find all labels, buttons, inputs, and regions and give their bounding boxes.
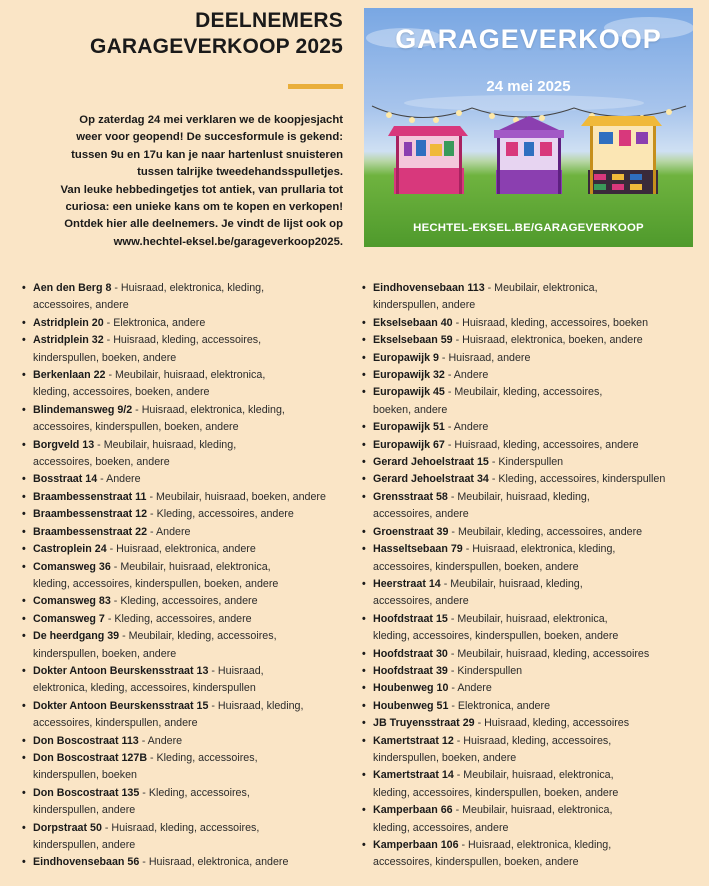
participant-item xyxy=(20,332,350,367)
participant-item xyxy=(360,384,695,419)
participant-address: Heerstraat 14 xyxy=(373,577,441,590)
participant-item xyxy=(360,489,695,524)
participant-categories: kleding, accessoires, kinderspullen, boeken, andere xyxy=(373,630,619,643)
participant-address: Braambessenstraat 11 xyxy=(33,490,147,503)
participant-separator: - xyxy=(97,473,107,486)
participant-categories: Kleding, accessoires, kinderspullen xyxy=(498,473,666,486)
participant-address: Hoofdstraat 30 xyxy=(373,647,448,660)
participant-categories: Meubilair, kleding, accessoires, xyxy=(128,630,277,643)
participant-address: Dokter Antoon Beurskensstraat 15 xyxy=(33,699,209,712)
participant-address: Gerard Jehoelstraat 15 xyxy=(373,456,489,469)
participant-categories: kleding, accessoires, andere xyxy=(373,821,509,834)
participant-categories: Meubilair, kleding, accessoires, andere xyxy=(457,525,643,538)
participant-categories: Meubilair, huisraad, kleding, xyxy=(103,438,237,451)
participant-categories: Huisraad, elektronica, kleding, xyxy=(472,543,616,556)
participant-item xyxy=(360,419,695,436)
participant-categories: Kleding, accessoires, andere xyxy=(120,595,258,608)
participant-categories: Meubilair, huisraad, elektronica, xyxy=(463,769,614,782)
participant-item xyxy=(360,802,695,837)
participant-item xyxy=(20,663,350,698)
participant-separator: - xyxy=(444,386,455,399)
participant-separator: - xyxy=(146,490,156,503)
participant-separator: - xyxy=(147,508,157,521)
participant-address: Europawijk 32 xyxy=(373,369,445,382)
intro-line: tussen talrijke tweedehandsspulletjes. xyxy=(137,166,343,179)
participant-address: Europawijk 67 xyxy=(373,438,445,451)
participant-address: Groenstraat 39 xyxy=(373,525,449,538)
participant-address: JB Truyensstraat 29 xyxy=(373,717,475,730)
participant-categories: Meubilair, huisraad, elektronica, xyxy=(120,560,271,573)
participant-separator: - xyxy=(94,438,104,451)
participant-address: Ekselsebaan 40 xyxy=(373,316,453,329)
participant-address: Castroplein 24 xyxy=(33,543,107,556)
participant-address: Kamertstraat 12 xyxy=(373,734,454,747)
participant-categories: Huisraad, elektronica, kleding, xyxy=(141,403,285,416)
participant-separator: - xyxy=(462,543,473,556)
participant-item xyxy=(20,506,350,523)
participant-categories: Huisraad, elektronica, boeken, andere xyxy=(462,334,643,347)
participant-address: Europawijk 9 xyxy=(373,351,439,364)
participant-separator: - xyxy=(139,856,149,869)
participant-item xyxy=(360,332,695,349)
participant-item xyxy=(20,854,350,871)
participant-address: Don Boscostraat 135 xyxy=(33,786,140,799)
participant-address: Europawijk 45 xyxy=(373,386,445,399)
participant-separator: - xyxy=(448,699,458,712)
participant-address: De heerdgang 39 xyxy=(33,630,120,643)
participant-item xyxy=(20,559,350,594)
participant-separator: - xyxy=(444,438,455,451)
participant-item xyxy=(20,593,350,610)
participant-categories: Huisraad, elektronica, kleding, xyxy=(468,839,612,851)
participant-address: Aen den Berg 8 xyxy=(33,282,112,294)
participant-categories: Huisraad, elektronica, andere xyxy=(148,856,289,869)
participant-categories: Kleding, accessoires, andere xyxy=(156,508,294,521)
participant-item xyxy=(20,628,350,663)
participant-address: Kamperbaan 106 xyxy=(373,839,459,851)
participant-item xyxy=(20,698,350,733)
participant-address: Borgveld 13 xyxy=(33,438,95,451)
participant-separator: - xyxy=(453,769,464,782)
participant-separator: - xyxy=(111,282,121,294)
participant-item xyxy=(20,471,350,488)
participant-categories: Andere xyxy=(457,682,492,695)
participant-categories: kleding, accessoires, kinderspullen, boeken, andere xyxy=(373,786,619,799)
participant-categories: accessoires, kinderspullen, boeken, andere xyxy=(373,856,579,869)
page-title-line-1: DEELNEMERS xyxy=(195,9,343,32)
participant-address: Kamperbaan 66 xyxy=(373,804,453,817)
participant-categories: Elektronica, andere xyxy=(457,699,551,712)
participant-separator: - xyxy=(440,577,451,590)
participant-address: Don Boscostraat 113 xyxy=(33,734,139,747)
participant-address: Eindhovensebaan 56 xyxy=(33,856,140,869)
participant-address: Comansweg 7 xyxy=(33,612,105,625)
banner-url: HECHTEL-EKSEL.BE/GARAGEVERKOOP xyxy=(413,222,644,234)
banner-title: GARAGEVERKOOP xyxy=(395,24,662,54)
participant-item xyxy=(360,767,695,802)
participant-categories: Huisraad, kleding, accessoires, xyxy=(113,334,262,347)
participant-categories: accessoires, andere xyxy=(373,595,469,608)
participant-item xyxy=(20,785,350,820)
participant-categories: boeken, andere xyxy=(373,403,448,416)
participant-categories: accessoires, andere xyxy=(373,508,469,521)
participant-address: Houbenweg 10 xyxy=(373,682,449,695)
participant-address: Gerard Jehoelstraat 34 xyxy=(373,473,489,486)
intro-line[interactable]: www.hechtel-eksel.be/garageverkoop2025. xyxy=(113,235,343,248)
participant-item xyxy=(360,576,695,611)
participant-categories: kinderspullen, boeken, andere xyxy=(373,751,517,764)
participant-categories: Huisraad, xyxy=(217,664,264,677)
participant-item xyxy=(360,367,695,384)
participant-separator: - xyxy=(110,560,121,573)
participant-address: Astridplein 20 xyxy=(33,316,104,329)
participant-address: Houbenweg 51 xyxy=(373,699,449,712)
participant-item xyxy=(360,437,695,454)
participant-separator: - xyxy=(474,717,485,730)
participant-separator: - xyxy=(444,369,454,382)
participant-item xyxy=(20,524,350,541)
participant-categories: Andere xyxy=(453,369,489,382)
participant-categories: Huisraad, kleding, accessoires, xyxy=(111,821,260,834)
participant-address: Astridplein 32 xyxy=(33,334,104,347)
participant-item xyxy=(360,524,695,541)
pink-stall xyxy=(388,126,468,194)
participant-categories: Andere xyxy=(106,473,141,486)
participant-item xyxy=(360,680,695,697)
participant-categories: Huisraad, kleding, accessoires xyxy=(484,717,630,730)
participant-separator: - xyxy=(488,456,499,469)
participant-item xyxy=(20,750,350,785)
participant-categories: Meubilair, huisraad, elektronica, xyxy=(457,612,608,625)
participant-address: Blindemansweg 9/2 xyxy=(33,403,133,416)
participant-categories: Meubilair, huisraad, kleding, xyxy=(450,577,583,590)
participant-separator: - xyxy=(208,699,218,712)
participant-categories: Kleding, accessoires, xyxy=(156,751,258,764)
participant-item xyxy=(360,611,695,646)
participant-categories: Meubilair, huisraad, kleding, accessoires xyxy=(457,647,650,660)
participant-categories: Kleding, accessoires, xyxy=(148,786,250,799)
participant-separator: - xyxy=(448,682,458,695)
participant-item xyxy=(360,663,695,680)
yellow-stall xyxy=(581,116,662,194)
participant-item xyxy=(20,733,350,750)
participant-address: Berkenlaan 22 xyxy=(33,369,106,382)
participant-separator: - xyxy=(447,647,458,660)
participant-item xyxy=(360,541,695,576)
participant-address: Ekselsebaan 59 xyxy=(373,334,453,347)
participant-categories: accessoires, andere xyxy=(33,299,129,312)
participant-item xyxy=(20,367,350,402)
intro-paragraph xyxy=(20,112,343,251)
participant-categories: Elektronica, andere xyxy=(113,316,206,329)
participant-address: Eindhovensebaan 113 xyxy=(373,282,485,294)
participant-categories: Kinderspullen xyxy=(498,456,564,469)
participant-categories: kleding, accessoires, boeken, andere xyxy=(33,386,210,399)
participant-separator: - xyxy=(104,612,115,625)
participant-address: Comansweg 36 xyxy=(33,560,111,573)
participant-item xyxy=(20,541,350,558)
participant-separator: - xyxy=(106,543,117,556)
banner-date: 24 mei 2025 xyxy=(486,78,571,95)
participant-categories: Andere xyxy=(147,734,183,747)
participant-item xyxy=(360,733,695,768)
participant-separator: - xyxy=(444,421,454,434)
participant-categories: elektronica, kleding, accessoires, kinderspullen xyxy=(33,682,256,695)
participant-separator: - xyxy=(138,734,148,747)
participant-categories: Andere xyxy=(156,525,191,538)
page-title xyxy=(40,8,343,60)
participant-categories: Huisraad, elektronica, andere xyxy=(116,543,256,556)
participant-separator: - xyxy=(105,369,115,382)
participant-address: Hoofdstraat 39 xyxy=(373,664,448,677)
participant-separator: - xyxy=(447,490,458,503)
participant-separator: - xyxy=(452,804,463,817)
participants-list-left xyxy=(20,280,350,872)
participants-list-right xyxy=(360,280,695,872)
participant-address: Braambessenstraat 12 xyxy=(33,508,148,521)
intro-line: tussen 9u en 17u kan je naar hartenlust snuisteren xyxy=(71,148,343,161)
participant-separator: - xyxy=(452,334,463,347)
participant-separator: - xyxy=(208,664,218,677)
purple-stall xyxy=(494,116,564,194)
participant-categories: Meubilair, huisraad, kleding, xyxy=(457,490,590,503)
participant-categories: Huisraad, kleding, accessoires, xyxy=(463,734,612,747)
participant-item xyxy=(360,280,695,315)
participant-item xyxy=(360,315,695,332)
participant-separator: - xyxy=(458,839,469,851)
participant-item xyxy=(20,611,350,628)
participant-item xyxy=(360,646,695,663)
participant-categories: Huisraad, andere xyxy=(448,351,531,364)
participant-address: Europawijk 51 xyxy=(373,421,445,434)
intro-line: Van leuke hebbedingetjes tot antiek, van prullaria tot xyxy=(60,183,343,196)
participant-item xyxy=(360,698,695,715)
participant-categories: Huisraad, kleding, accessoires, boeken xyxy=(462,316,649,329)
intro-line: curiosa: een unieke kans om te kopen en verkopen! xyxy=(65,201,343,214)
participant-separator: - xyxy=(110,595,121,608)
participant-categories: kinderspullen, boeken, andere xyxy=(33,351,177,364)
intro-line: Ontdek hier alle deelnemers. Je vindt de lijst ook op xyxy=(64,218,343,231)
participant-separator: - xyxy=(119,630,129,643)
participant-address: Bosstraat 14 xyxy=(33,473,98,486)
participant-separator: - xyxy=(147,751,157,764)
participant-item xyxy=(20,437,350,472)
participant-categories: Huisraad, elektronica, kleding, xyxy=(120,282,265,294)
participant-categories: Meubilair, huisraad, boeken, andere xyxy=(155,490,326,503)
participant-item xyxy=(20,280,350,315)
participant-categories: Meubilair, kleding, accessoires, xyxy=(454,386,603,399)
participant-separator: - xyxy=(132,403,142,416)
garageverkoop-banner xyxy=(364,8,693,247)
participant-address: Braambessenstraat 22 xyxy=(33,525,148,538)
participant-address: Comansweg 83 xyxy=(33,595,111,608)
participant-separator: - xyxy=(488,473,499,486)
intro-line: weer voor geopend! De succesformule is gekend: xyxy=(76,131,343,144)
accent-rule xyxy=(288,84,343,89)
participant-separator: - xyxy=(103,316,114,329)
participant-categories: Kinderspullen xyxy=(457,664,523,677)
participant-address: Kamertstraat 14 xyxy=(373,769,454,782)
participant-item xyxy=(360,837,695,872)
participant-address: Don Boscostraat 127B xyxy=(33,751,148,764)
participant-categories: Huisraad, kleding, accessoires, andere xyxy=(454,438,639,451)
participant-separator: - xyxy=(438,351,449,364)
participant-item xyxy=(360,454,695,471)
participant-categories: accessoires, kinderspullen, boeken, andere xyxy=(33,421,239,434)
page-title-line-2: GARAGEVERKOOP 2025 xyxy=(90,35,343,58)
participant-categories: kinderspullen, boeken xyxy=(33,769,137,782)
participant-categories: kinderspullen, andere xyxy=(33,839,136,851)
participant-separator: - xyxy=(448,525,458,538)
participant-separator: - xyxy=(447,664,458,677)
participant-item xyxy=(20,820,350,855)
participant-categories: Meubilair, huisraad, elektronica, xyxy=(114,369,266,382)
participant-separator: - xyxy=(103,334,114,347)
participant-address: Hoofdstraat 15 xyxy=(373,612,448,625)
participant-item xyxy=(20,402,350,437)
participant-categories: accessoires, boeken, andere xyxy=(33,456,170,469)
participant-address: Dorpstraat 50 xyxy=(33,821,102,834)
participant-categories: accessoires, kinderspullen, andere xyxy=(33,717,198,730)
participant-categories: kinderspullen, andere xyxy=(33,804,136,817)
participant-item xyxy=(20,315,350,332)
participant-item xyxy=(20,489,350,506)
participant-categories: kinderspullen, boeken, andere xyxy=(33,647,177,660)
participant-categories: Kleding, accessoires, andere xyxy=(114,612,252,625)
participant-categories: kinderspullen, andere xyxy=(373,299,476,312)
participant-categories: accessoires, kinderspullen, boeken, andere xyxy=(373,560,579,573)
participant-separator: - xyxy=(484,282,495,294)
participant-categories: Meubilair, huisraad, elektronica, xyxy=(462,804,613,817)
participant-separator: - xyxy=(139,786,149,799)
participant-item xyxy=(360,471,695,488)
participant-separator: - xyxy=(453,734,464,747)
participant-separator: - xyxy=(452,316,463,329)
participant-separator: - xyxy=(101,821,112,834)
participant-address: Grensstraat 58 xyxy=(373,490,448,503)
participant-item xyxy=(360,715,695,732)
participant-address: Hasseltsebaan 79 xyxy=(373,543,463,556)
participant-categories: Andere xyxy=(453,421,489,434)
participant-item xyxy=(360,350,695,367)
participant-address: Dokter Antoon Beurskensstraat 13 xyxy=(33,664,209,677)
participant-separator: - xyxy=(447,612,458,625)
participant-separator: - xyxy=(147,525,156,538)
participant-categories: Huisraad, kleding, xyxy=(217,699,304,712)
participant-categories: kleding, accessoires, kinderspullen, boeken, andere xyxy=(33,577,279,590)
intro-line: Op zaterdag 24 mei verklaren we de koopjesjacht xyxy=(79,114,343,126)
participant-categories: Meubilair, elektronica, xyxy=(494,282,598,294)
